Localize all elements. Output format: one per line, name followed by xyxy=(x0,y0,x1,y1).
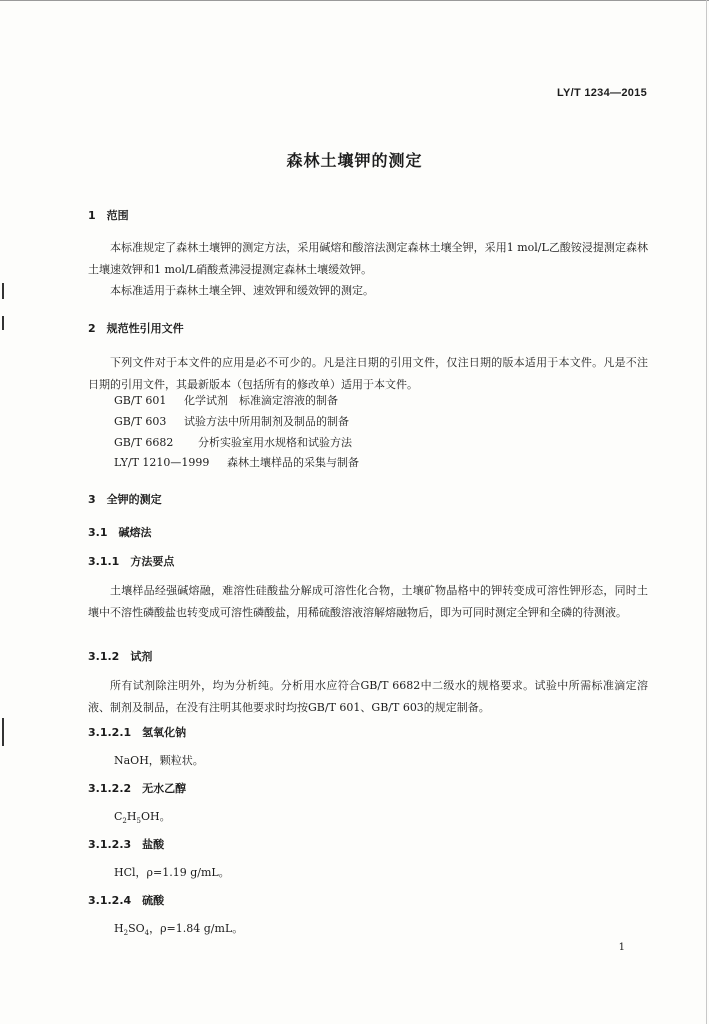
page-number: 1 xyxy=(618,942,625,953)
formula-part: ，ρ=1.84 g/mL。 xyxy=(149,922,244,935)
reference-title: 化学试剂 标准滴定溶液的制备 xyxy=(184,394,338,407)
reagent-formula: NaOH，颗粒状。 xyxy=(114,754,204,767)
document-title: 森林土壤钾的测定 xyxy=(286,151,423,170)
reagent-formula xyxy=(114,808,171,825)
binding-mark xyxy=(2,283,4,299)
formula-part: C xyxy=(114,810,123,823)
reference-code: LY/T 1210—1999 xyxy=(114,456,210,469)
formula-subscript: 4 xyxy=(144,929,150,938)
reference-code: GB/T 6682 xyxy=(114,436,174,449)
reference-item xyxy=(114,390,338,411)
formula-part: H xyxy=(114,922,124,935)
page-top-edge xyxy=(0,0,709,1)
reference-code: GB/T 601 xyxy=(114,394,167,407)
section-heading: 1 范围 xyxy=(88,209,129,222)
formula-subscript: 2 xyxy=(122,817,127,826)
formula-part: SO xyxy=(128,922,145,935)
binding-mark xyxy=(2,718,4,746)
reference-title: 森林土壤样品的采集与制备 xyxy=(227,456,359,469)
reference-title: 试验方法中所用制剂及制品的制备 xyxy=(184,415,349,428)
subsection-heading: 3.1.1 方法要点 xyxy=(88,555,175,568)
paragraph: 下列文件对于本文件的应用是必不可少的。凡是注日期的引用文件，仅注日期的版本适用于本文件。凡是不注日期的引用文件，其最新版本（包括所有的修改单）适用于本文件。 xyxy=(88,356,648,391)
subsection-heading: 3.1.2.3 盐酸 xyxy=(88,838,165,851)
section-heading: 3 全钾的测定 xyxy=(88,493,162,506)
reference-item xyxy=(114,432,352,453)
formula-subscript: 2 xyxy=(123,929,129,938)
reference-code: GB/T 603 xyxy=(114,415,167,428)
paragraph: 本标准规定了森林土壤钾的测定方法，采用碱熔和酸溶法测定森林土壤全钾，采用1 mol/L乙酸铵浸提测定森林土壤速效钾和1 mol/L硝酸煮沸浸提测定森林土壤缓效钾。 xyxy=(88,241,648,276)
subsection-heading: 3.1 碱熔法 xyxy=(88,526,152,539)
binding-mark xyxy=(2,316,4,330)
paragraph: 本标准适用于森林土壤全钾、速效钾和缓效钾的测定。 xyxy=(110,284,374,297)
subsection-heading: 3.1.2.4 硫酸 xyxy=(88,894,165,907)
subsection-heading: 3.1.2 试剂 xyxy=(88,650,153,663)
reagent-formula xyxy=(114,920,243,937)
section-heading: 2 规范性引用文件 xyxy=(88,322,184,335)
subsection-heading: 3.1.2.2 无水乙醇 xyxy=(88,782,187,795)
formula-part: OH。 xyxy=(140,810,171,823)
reference-item xyxy=(114,452,359,473)
reference-item xyxy=(114,411,349,432)
formula-part: H xyxy=(126,810,137,823)
paragraph: 土壤样品经强碱熔融，难溶性硅酸盐分解成可溶性化合物，土壤矿物晶格中的钾转变成可溶性钾形态，同时土壤中不溶性磷酸盐也转变成可溶性磷酸盐，用稀硫酸溶液溶解熔融物后，即为可同时测定全钾和全磷的待测液。 xyxy=(88,584,648,619)
reagent-formula: HCl，ρ=1.19 g/mL。 xyxy=(114,866,230,879)
subsection-heading: 3.1.2.1 氢氧化钠 xyxy=(88,726,187,739)
standard-code: LY/T 1234—2015 xyxy=(556,87,647,99)
paragraph: 所有试剂除注明外，均为分析纯。分析用水应符合GB/T 6682中二级水的规格要求。试验中所需标准滴定溶液、制剂及制品，在没有注明其他要求时均按GB/T 601、GB/T 603的规定制备。 xyxy=(88,679,648,714)
reference-title: 分析实验室用水规格和试验方法 xyxy=(198,436,352,449)
formula-subscript: 5 xyxy=(136,817,141,826)
